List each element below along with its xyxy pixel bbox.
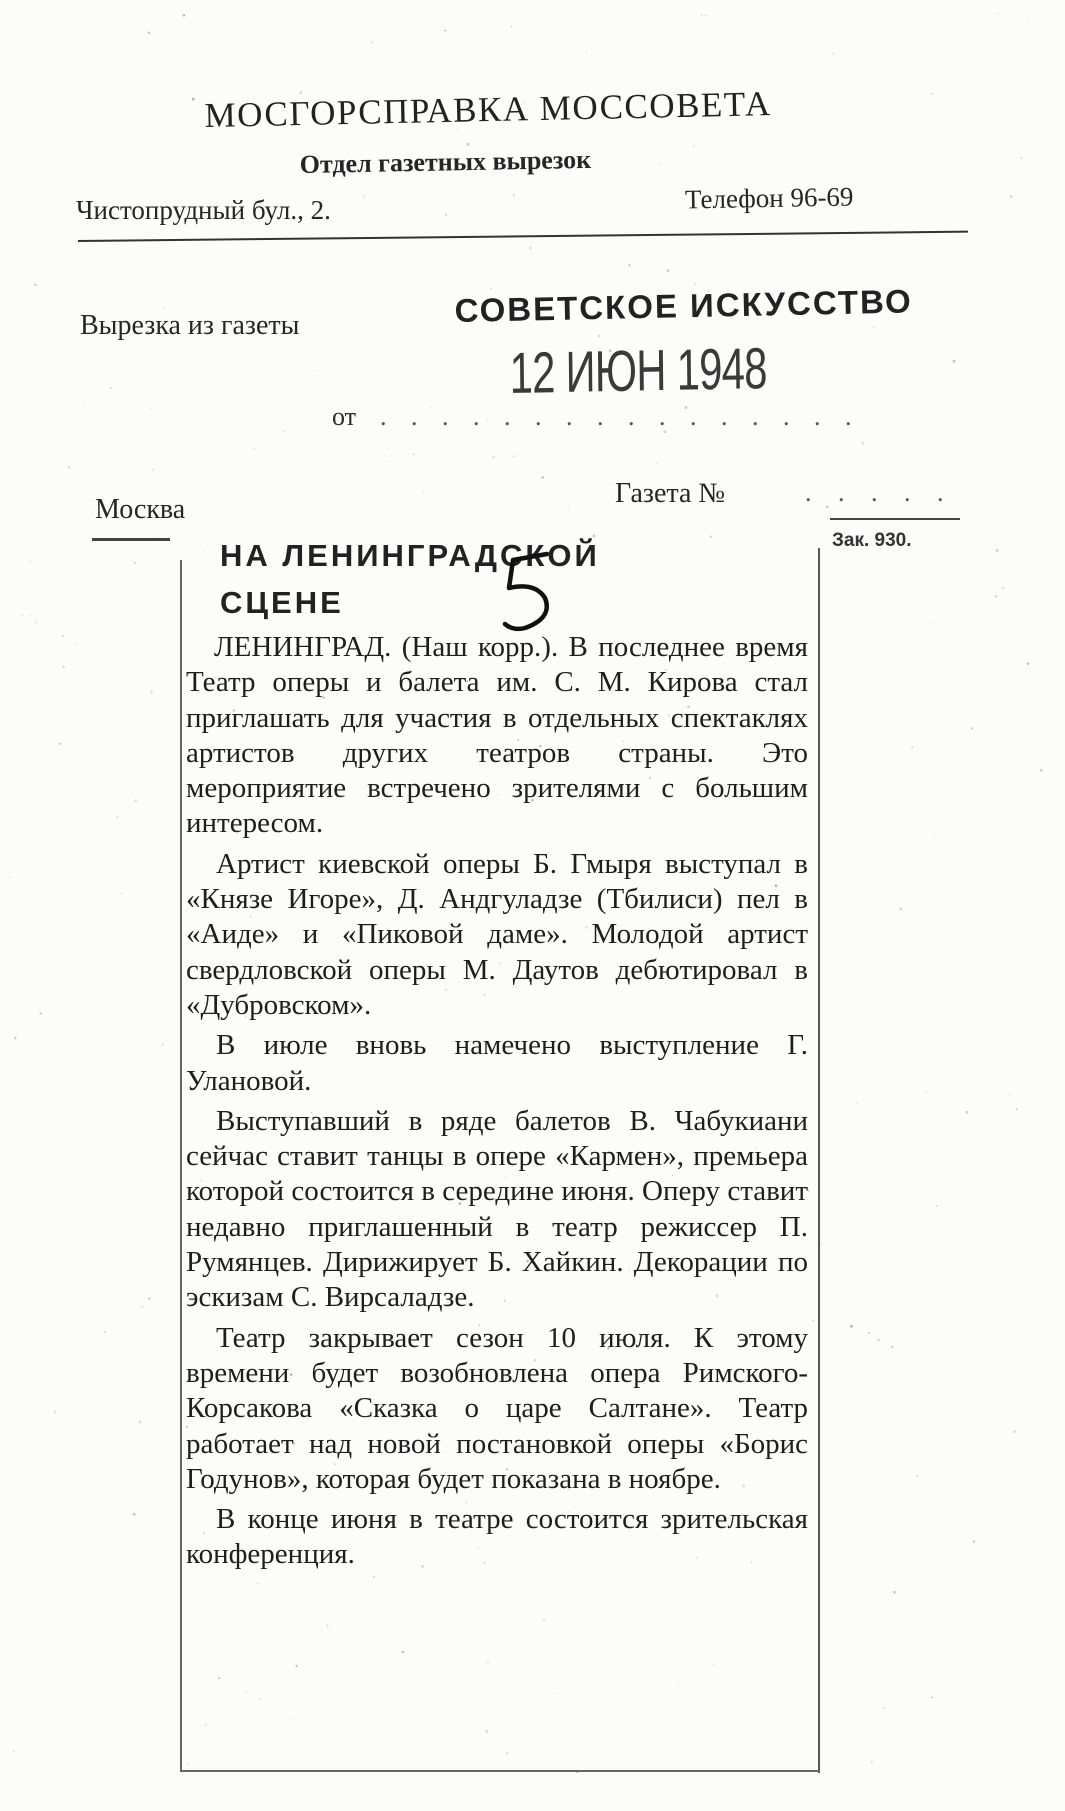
city-underline [92, 538, 170, 541]
clipping-edge-left [180, 560, 182, 1770]
date-prefix: от [332, 402, 357, 431]
city: Москва [95, 494, 186, 525]
order-rule [830, 518, 960, 520]
article-paragraph: Артист киевской оперы Б. Гмыря выступал в «Князе Игоре», Д. Андгуладзе (Тбилиси) пел в «Аиде» и «Пиковой даме». Молодой артист свердловской оперы М. Даутов дебютировал в «Дубровском». [186, 847, 808, 1021]
date-fill-dots: . . . . . . . . . . . . . . . . [380, 402, 861, 431]
article-paragraph: Выступавший в ряде балетов В. Чабукиани сейчас ставит танцы в опере «Кармен», премьера которой состоится в середине июня. Оперу ставит недавно приглашенный в театр режиссер П. Румянцев. Дирижирует Б. Хайкин. Декорации по эскизам С. Вирсаладзе. [186, 1104, 808, 1314]
clipping-edge-bottom [180, 1770, 820, 1772]
gazeta-number-dots: . . . . . [805, 478, 954, 507]
address: Чистопрудный бул., 2. [76, 195, 331, 225]
date-stamp: 12 ИЮН 1948 [509, 336, 767, 407]
headline-line-2: СЦЕНЕ [220, 585, 344, 620]
department-title: Отдел газетных вырезок [299, 144, 592, 180]
gazeta-number-label: Газета № [615, 478, 726, 509]
clipping-label: Вырезка из газеты [80, 310, 300, 341]
phone-number: Телефон 96-69 [684, 181, 854, 215]
article-paragraph: В июле вновь намечено выступление Г. Улановой. [186, 1029, 808, 1097]
article-paragraph: Театр закрывает сезон 10 июля. К этому времени будет возобновлена опера Римского-Корсакова «Сказка о царе Салтане». Театр работает над новой постановкой оперы «Борис Годунов», которая будет показана в ноябре. [186, 1321, 808, 1495]
organization-title: МОСГОРСПРАВКА МОССОВЕТА [204, 84, 773, 136]
handwritten-five-mark [495, 548, 565, 633]
clipping-edge-right [818, 548, 820, 1773]
article-body [186, 630, 808, 1578]
article-paragraph: ЛЕНИНГРАД. (Наш корр.). В последнее время Театр оперы и балета им. С. М. Кирова стал приглашать для участия в отдельных спектаклях артистов других театров страны. Это мероприятие встречено зрителями с большим интересом. [186, 631, 808, 840]
order-number: Зак. 930. [832, 530, 912, 551]
headline-line-1: НА ЛЕНИНГРАДСКОЙ [220, 538, 600, 573]
newspaper-name: СОВЕТСКОЕ ИСКУССТВО [454, 282, 914, 330]
article-paragraph: В конце июня в театре состоится зрительская конференция. [186, 1503, 808, 1571]
